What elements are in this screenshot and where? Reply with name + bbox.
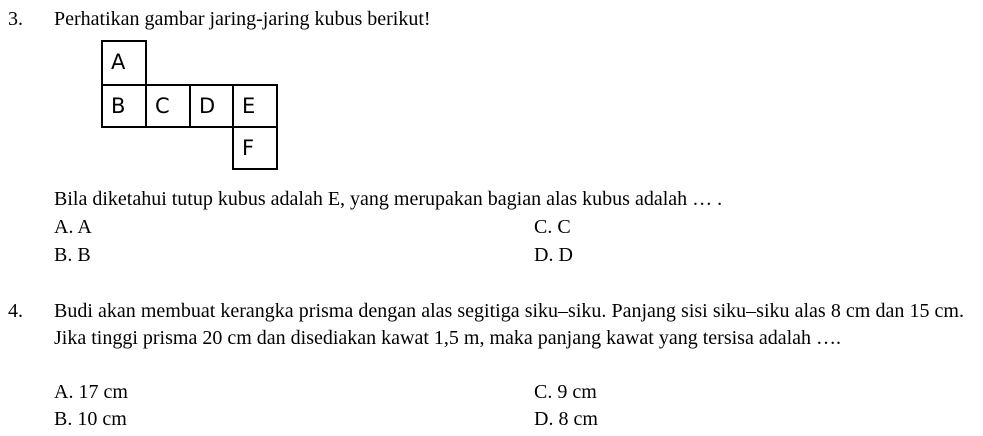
question-4-option-d: D. 8 cm: [534, 408, 598, 430]
question-4-stem: Budi akan membuat kerangka prisma dengan alas segitiga siku–siku. Panjang sisi siku–siku alas 8 cm dan 15 cm. Jika tinggi prisma 20 cm dan disediakan kawat 1,5 m, maka panjang kawat yang tersisa adalah ….: [54, 300, 964, 349]
question-4-option-a: A. 17 cm: [54, 381, 128, 403]
question-4-number: 4.: [8, 300, 23, 322]
question-4-option-c: C. 9 cm: [534, 381, 597, 403]
question-3-option-d: D. D: [534, 244, 573, 266]
question-3-prompt: Bila diketahui tutup kubus adalah E, yang merupakan bagian alas kubus adalah … .: [54, 188, 723, 210]
question-3-option-c: C. C: [534, 216, 571, 238]
cube-net-figure: [101, 40, 278, 170]
question-4-option-b: B. 10 cm: [54, 408, 127, 430]
question-3-stem: Perhatikan gambar jaring-jaring kubus berikut!: [54, 8, 431, 30]
net-face-c: C: [145, 84, 191, 128]
question-3-option-b: B. B: [54, 244, 91, 266]
net-face-a: A: [101, 40, 147, 86]
question-3-option-a: A. A: [54, 216, 92, 238]
net-face-d: D: [189, 84, 234, 128]
net-face-f: F: [232, 126, 278, 170]
net-face-b: B: [101, 84, 147, 128]
question-3-number: 3.: [8, 8, 23, 30]
net-face-e: E: [232, 84, 278, 128]
